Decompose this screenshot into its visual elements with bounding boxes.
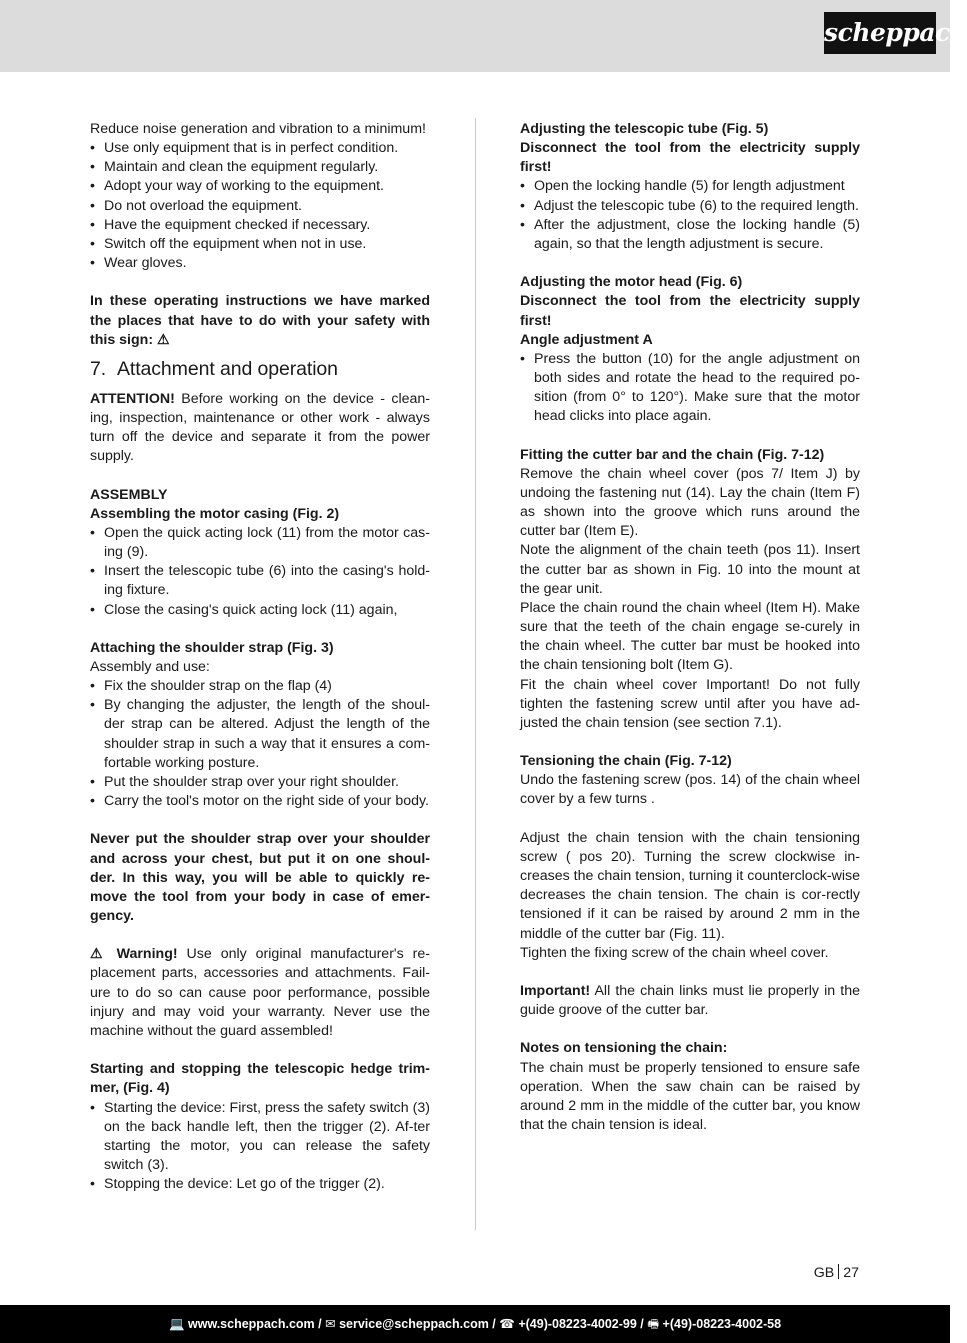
- important-text: All the chain links must lie properly in the guide groove of the cutter bar.: [520, 982, 860, 1019]
- list-item: • Carry the tool's motor on the right side of your body.: [90, 792, 430, 811]
- list-item: • Put the shoulder strap over your right shoulder.: [90, 773, 430, 792]
- angle-adjustment-heading: Angle adjustment A: [520, 331, 653, 348]
- intro-text: Reduce noise generation and vibration to a minimum!: [90, 121, 426, 137]
- shoulder-strap-bullet-list: [90, 677, 430, 811]
- list-item: • Adopt your way of working to the equipment.: [90, 177, 430, 196]
- fitting-paragraph-3: Place the chain round the chain wheel (Item H). Make sure that the teeth of the chain engage se-curely in the chain wheel. The cutter bar must be hooked into the chain tensioning bolt (Item G).: [520, 599, 860, 674]
- motor-casing-bullet-list: [90, 524, 430, 620]
- list-item: • Stopping the device: Let go of the trigger (2).: [90, 1175, 430, 1194]
- motor-head-disconnect-warning: Disconnect the tool from the electricity supply first!: [520, 293, 860, 329]
- list-item: • Do not overload the equipment.: [90, 197, 430, 216]
- footer-email-link[interactable]: service@scheppach.com /: [339, 1317, 496, 1331]
- assembly-heading: ASSEMBLY: [90, 486, 168, 503]
- page-number-separator: [838, 1264, 839, 1279]
- section-number: 7.: [90, 357, 107, 380]
- attention-label: ATTENTION!: [90, 390, 175, 407]
- warning-paragraph: [90, 945, 430, 1041]
- phone-icon: ☎: [499, 1317, 515, 1331]
- fitting-paragraph-1: Remove the chain wheel cover (pos 7/ Item J) by undoing the fastening nut (14). Lay the chain (Item F) as shown into the groove which runs around the cutter bar (Item E).: [520, 465, 860, 540]
- page-language: GB: [813, 1265, 835, 1281]
- computer-icon: 💻: [168, 1317, 185, 1331]
- list-item: • Switch off the equipment when not in use.: [90, 235, 430, 254]
- list-item: • Insert the telescopic tube (6) into the casing's hold-ing fixture.: [90, 562, 430, 600]
- section-title: Attachment and operation: [117, 357, 338, 380]
- telescopic-tube-disconnect-warning: Disconnect the tool from the electricity supply first!: [520, 140, 860, 176]
- start-stop-bullet-list: [90, 1099, 430, 1195]
- list-item: • Close the casing's quick acting lock (11) again,: [90, 601, 430, 620]
- warning-text: Use only original manufacturer's re-placement parts, accessories and attachments. Fail-ure to do so can cause poor performance, possible injury and may void your warranty. Never use the machine without the guard assembled!: [90, 946, 430, 1039]
- list-item: • Open the locking handle (5) for length adjustment: [520, 177, 860, 196]
- column-divider: [475, 118, 476, 1230]
- scheppach-logo: scheppach: [824, 12, 936, 54]
- page-number-value: 27: [843, 1265, 859, 1281]
- list-item: • Press the button (10) for the angle adjustment on both sides and rotate the head to the required po-sition (from 0° to 120°). Make sure that the motor head clicks into place again.: [520, 350, 860, 427]
- list-item: • Maintain and clean the equipment regularly.: [90, 158, 430, 177]
- list-item: • Use only equipment that is in perfect condition.: [90, 139, 430, 158]
- notes-paragraph: The chain must be properly tensioned to ensure safe operation. When the saw chain can be raised by around 2 mm in the middle of the cutter bar, you know that the chain tension is ideal.: [520, 1059, 860, 1134]
- list-item: • Adjust the telescopic tube (6) to the required length.: [520, 197, 860, 216]
- warning-label: ⚠ Warning!: [90, 946, 178, 963]
- fitting-cutter-bar-heading: Fitting the cutter bar and the chain (Fig. 7-12): [520, 446, 825, 463]
- intro-bullet-list: [90, 139, 430, 273]
- shoulder-strap-heading: Attaching the shoulder strap (Fig. 3): [90, 639, 334, 656]
- safety-sign-note: In these operating instructions we have marked the places that have to do with your safety with this sign: ⚠: [90, 293, 430, 348]
- important-label: Important!: [520, 982, 591, 999]
- footer-website-link[interactable]: www.scheppach.com /: [188, 1317, 322, 1331]
- fitting-paragraph-2: Note the alignment of the chain teeth (pos 11). Insert the cutter bar as shown in Fig. 10 into the mount at the gear unit.: [520, 542, 860, 597]
- list-item: • Starting the device: First, press the safety switch (3) on the back handle left, then the trigger (2). Af-ter starting the motor, you can release the safety switch (3).: [90, 1099, 430, 1176]
- left-column: [90, 120, 430, 1194]
- footer-phone: +(49)-08223-4002-99 /: [518, 1317, 644, 1331]
- motor-head-heading: Adjusting the motor head (Fig. 6): [520, 274, 743, 291]
- page-header: [0, 0, 967, 72]
- list-item: • After the adjustment, close the locking handle (5) again, so that the length adjustment is secure.: [520, 216, 860, 254]
- list-item: • Wear gloves.: [90, 254, 430, 273]
- list-item: • Fix the shoulder strap on the flap (4): [90, 677, 430, 696]
- mail-icon: ✉: [325, 1317, 336, 1331]
- page-footer: [0, 1305, 950, 1343]
- shoulder-strap-warning: Never put the shoulder strap over your shoulder and across your chest, but put it on one shoul-der. In this way, you will be able to quickly re-move the tool from your body in case of emer-gency.: [90, 831, 430, 925]
- tensioning-paragraph-2: Adjust the chain tension with the chain tensioning screw ( pos 20). Turning the screw clockwise in-creases the chain tension, turning it counterclock-wise decreases the chain tension. The chain is cor-rectly tensioned if it can be raised by around 2 mm in the middle of the cutter bar (Fig. 11).: [520, 829, 860, 942]
- list-item: • By changing the adjuster, the length of the shoul-der strap can be altered. Adjust the length of the shoulder strap in such a way that it ensures a com-fortable working posture.: [90, 696, 430, 773]
- right-column: [520, 120, 860, 1135]
- shoulder-strap-intro: Assembly and use:: [90, 659, 210, 676]
- attention-paragraph: [90, 390, 430, 467]
- list-item: • Open the quick acting lock (11) from the motor cas-ing (9).: [90, 524, 430, 562]
- angle-adjustment-bullet-list: [520, 350, 860, 427]
- fax-icon: 🖷: [647, 1317, 660, 1331]
- telescopic-tube-heading: Adjusting the telescopic tube (Fig. 5): [520, 121, 769, 137]
- list-item: • Have the equipment checked if necessary.: [90, 216, 430, 235]
- attention-text: Before working on the device - clean-ing, inspection, maintenance or other work - always turn off the device and separate it from the power supply.: [90, 390, 430, 465]
- important-paragraph: [520, 982, 860, 1020]
- telescopic-tube-bullet-list: [520, 177, 860, 254]
- page-number: [814, 1264, 859, 1283]
- tensioning-paragraph-1: Undo the fastening screw (pos. 14) of the chain wheel cover by a few turns .: [520, 772, 860, 808]
- fitting-paragraph-4: Fit the chain wheel cover Important! Do not fully tighten the fastening screw until after you have ad-justed the chain tension (see section 7.1).: [520, 676, 860, 731]
- tensioning-heading: Tensioning the chain (Fig. 7-12): [520, 753, 732, 770]
- motor-casing-heading: Assembling the motor casing (Fig. 2): [90, 505, 340, 522]
- notes-heading: Notes on tensioning the chain:: [520, 1040, 728, 1057]
- start-stop-heading: Starting and stopping the telescopic hedge trim-mer, (Fig. 4): [90, 1061, 430, 1097]
- tensioning-paragraph-3: Tighten the fixing screw of the chain wheel cover.: [520, 944, 829, 961]
- section-heading: [90, 350, 430, 388]
- footer-fax: +(49)-08223-4002-58: [662, 1317, 782, 1331]
